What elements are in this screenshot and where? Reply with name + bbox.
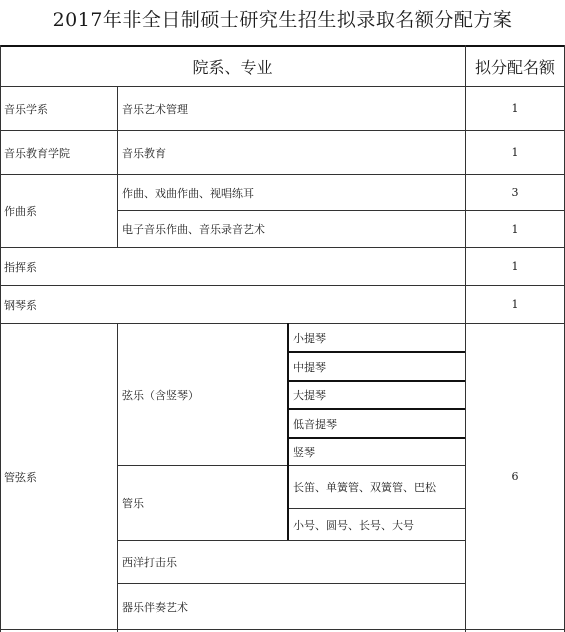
instrument-cell: 长笛、单簧管、双簧管、巴松 <box>293 481 436 494</box>
dept-cell: 音乐学系 <box>4 102 48 116</box>
dept-cell: 管弦系 <box>4 470 37 484</box>
group-cell-accompaniment: 器乐伴奏艺术 <box>122 600 188 614</box>
group-cell-winds: 管乐 <box>122 497 144 510</box>
dept-cell: 音乐教育学院 <box>4 146 70 160</box>
instrument-cell: 中提琴 <box>293 360 326 374</box>
instrument-cell: 小提琴 <box>293 331 326 345</box>
page-title: 2017年非全日制硕士研究生招生拟录取名额分配方案 <box>52 9 513 31</box>
major-cell: 电子音乐作曲、音乐录音艺术 <box>122 223 265 236</box>
instrument-cell: 竖琴 <box>293 446 315 459</box>
dept-cell: 钢琴系 <box>4 298 37 312</box>
quota-cell: 6 <box>511 470 519 483</box>
header-quota: 拟分配名额 <box>474 57 555 77</box>
quota-cell: 1 <box>511 260 519 273</box>
quota-cell: 3 <box>511 186 519 199</box>
group-cell-percussion: 西洋打击乐 <box>122 556 177 569</box>
header-dept-major: 院系、专业 <box>192 57 273 77</box>
major-cell: 作曲、戏曲作曲、视唱练耳 <box>122 186 254 200</box>
instrument-cell: 小号、圆号、长号、大号 <box>293 518 414 532</box>
quota-cell: 1 <box>511 298 519 311</box>
instrument-cell: 大提琴 <box>293 389 326 402</box>
dept-cell: 指挥系 <box>4 260 37 274</box>
table-bottom-border <box>0 629 565 630</box>
group-cell-strings: 弦乐（含竖琴） <box>122 388 199 402</box>
major-cell: 音乐教育 <box>122 146 166 160</box>
quota-cell: 1 <box>511 146 519 159</box>
major-cell: 音乐艺术管理 <box>122 102 188 116</box>
quota-cell: 1 <box>511 222 519 236</box>
instrument-cell: 低音提琴 <box>293 417 337 431</box>
quota-cell: 1 <box>511 102 519 115</box>
dept-cell: 作曲系 <box>4 205 37 218</box>
